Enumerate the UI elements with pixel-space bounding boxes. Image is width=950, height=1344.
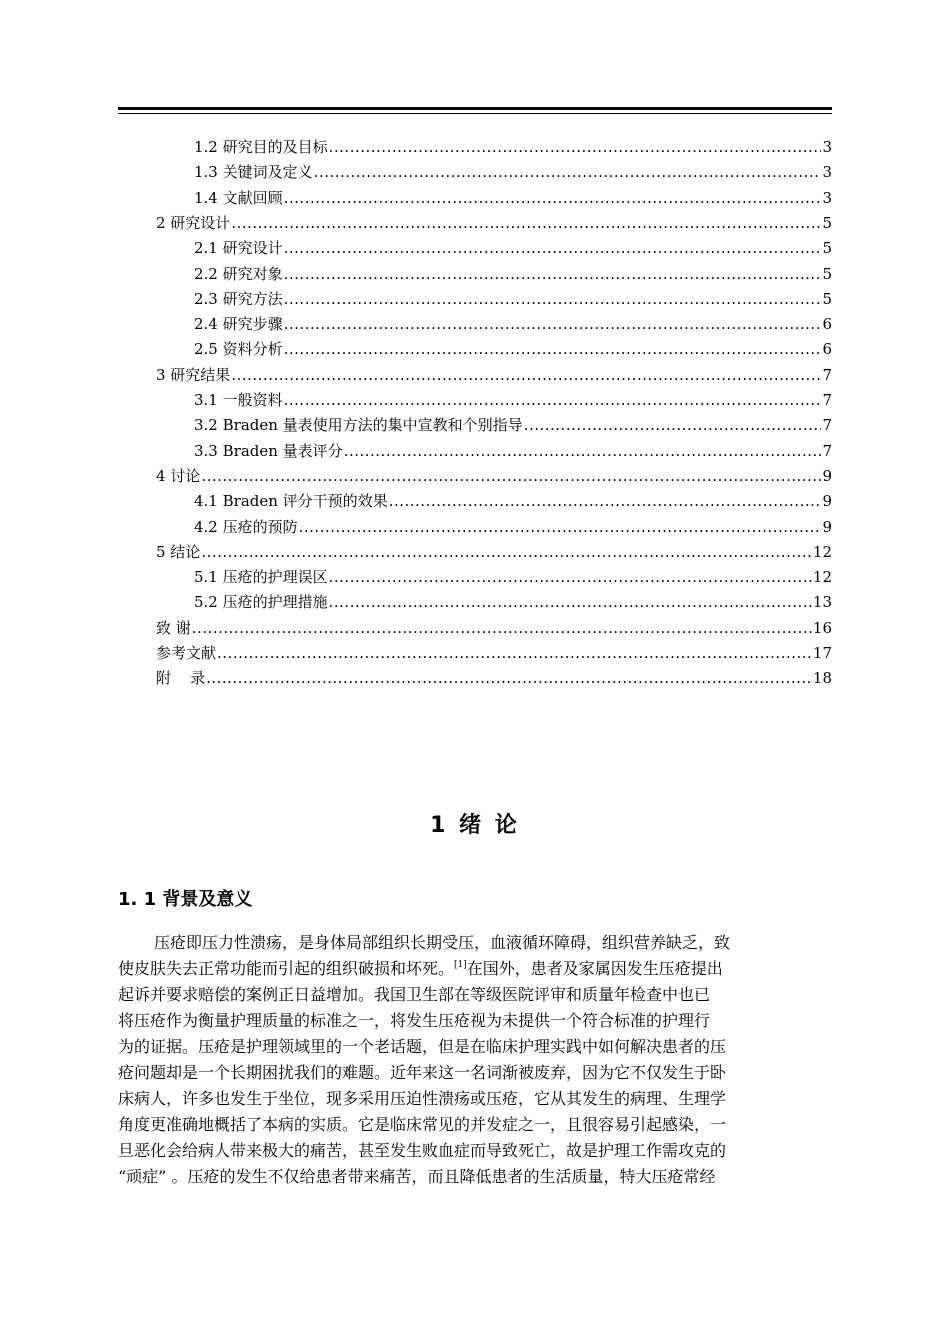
- toc-entry-label: 4.1 Braden 评分干预的效果: [194, 492, 388, 511]
- paragraph-line: 压疮即压力性溃疡，是身体局部组织长期受压，血液循环障碍，组织营养缺乏，致: [154, 933, 731, 952]
- toc-entry-page: 9: [822, 517, 832, 536]
- toc-dot-leader: [217, 641, 812, 666]
- toc-dot-leader: [284, 312, 822, 337]
- paragraph-line: [118, 956, 832, 982]
- toc-dot-leader: [344, 439, 822, 464]
- toc-dot-leader: [201, 464, 821, 489]
- toc-dot-leader: [284, 186, 822, 211]
- toc-entry-label: 4 讨论: [156, 466, 201, 485]
- paragraph-text: 在国外，患者及家属因发生压疮提出: [466, 959, 723, 978]
- toc-entry[interactable]: [194, 312, 832, 337]
- toc-entry-label: 5 结论: [156, 542, 201, 561]
- toc-entry-page: 6: [822, 315, 832, 334]
- paragraph-line: 角度更准确地概括了本病的实质。它是临床常见的并发症之一，且很容易引起感染，一: [118, 1115, 727, 1134]
- toc-entry-label: 3.2 Braden 量表使用方法的集中宣教和个别指导: [194, 416, 523, 435]
- toc-entry-label: 3.1 一般资料: [194, 391, 283, 409]
- toc-entry-page: 17: [812, 644, 832, 662]
- toc-entry-page: 7: [822, 391, 832, 409]
- toc-entry-page: 9: [822, 492, 832, 511]
- toc-entry-label: 1.3 关键词及定义: [194, 163, 313, 182]
- toc-entry-page: 5: [822, 213, 832, 232]
- header-rule-thin: [118, 113, 832, 114]
- toc-entry-page: 3: [822, 138, 832, 156]
- header-rule-thick: [118, 107, 832, 110]
- toc-entry[interactable]: [156, 666, 832, 691]
- toc-dot-leader: [299, 515, 822, 540]
- body-paragraph: [118, 930, 832, 1190]
- toc-dot-leader: [524, 413, 822, 438]
- toc-entry[interactable]: [156, 616, 832, 641]
- toc-entry-label: 2.5 资料分析: [194, 340, 283, 359]
- toc-entry[interactable]: [194, 262, 832, 287]
- toc-entry-page: 3: [822, 163, 832, 182]
- toc-entry-label: 2.3 研究方法: [194, 289, 283, 308]
- toc-entry[interactable]: [194, 439, 832, 464]
- paragraph-line: “顽症” 。压疮的发生不仅给患者带来痛苦，而且降低患者的生活质量，特大压疮常经: [118, 1167, 716, 1186]
- toc-entry[interactable]: [194, 135, 832, 160]
- toc-entry[interactable]: [194, 186, 832, 211]
- toc-entry-page: 12: [812, 568, 832, 587]
- toc-entry-label: 附 录: [156, 669, 206, 688]
- section-heading: 1. 1 背景及意义: [118, 889, 253, 910]
- toc-entry-page: 12: [812, 542, 832, 561]
- paragraph-line: 将压疮作为衡量护理质量的标准之一，将发生压疮视为未提供一个符合标准的护理行: [118, 1011, 711, 1030]
- paragraph-line: 旦恶化会给病人带来极大的痛苦，甚至发生败血症而导致死亡，故是护理工作需攻克的: [118, 1141, 727, 1160]
- toc-dot-leader: [284, 236, 822, 261]
- toc-entry[interactable]: [156, 464, 832, 489]
- toc-dot-leader: [284, 262, 822, 287]
- toc-entry[interactable]: [194, 413, 832, 438]
- toc-entry[interactable]: [156, 363, 832, 388]
- toc-entry-page: 9: [822, 466, 832, 485]
- toc-entry[interactable]: [194, 236, 832, 261]
- toc-entry-page: 7: [822, 416, 832, 435]
- toc-entry[interactable]: [194, 590, 832, 615]
- toc-entry-label: 3 研究结果: [156, 365, 231, 384]
- paragraph-line: 床病人，许多也发生于坐位，现多采用压迫性溃疡或压疮，它从其发生的病理、生理学: [118, 1089, 727, 1108]
- toc-entry-label: 1.4 文献回顾: [194, 188, 283, 207]
- toc-entry-label: 3.3 Braden 量表评分: [194, 441, 343, 460]
- toc-entry-label: 2 研究设计: [156, 213, 231, 232]
- toc-entry-page: 5: [822, 289, 832, 308]
- toc-entry[interactable]: [194, 565, 832, 590]
- toc-entry-page: 5: [822, 264, 832, 283]
- toc-entry-page: 16: [812, 618, 832, 637]
- toc-entry-label: 参考文献: [156, 644, 217, 662]
- toc-entry[interactable]: [156, 540, 832, 565]
- toc-entry-label: 1.2 研究目的及目标: [194, 138, 328, 156]
- toc-dot-leader: [314, 160, 822, 185]
- toc-entry[interactable]: [194, 160, 832, 185]
- toc-entry-label: 2.4 研究步骤: [194, 315, 283, 334]
- toc-entry-page: 3: [822, 188, 832, 207]
- toc-entry-page: 6: [822, 340, 832, 359]
- toc-dot-leader: [284, 337, 822, 362]
- toc-dot-leader: [231, 363, 821, 388]
- toc-entry[interactable]: [194, 489, 832, 514]
- toc-entry-page: 18: [812, 669, 832, 688]
- toc-dot-leader: [206, 666, 812, 691]
- toc-dot-leader: [192, 616, 812, 641]
- paragraph-text: 使皮肤失去正常功能而引起的组织破损和坏死。: [118, 959, 455, 978]
- toc-dot-leader: [329, 565, 812, 590]
- toc-entry-label: 2.2 研究对象: [194, 264, 283, 283]
- paragraph-line: 起诉并要求赔偿的案例正日益增加。我国卫生部在等级医院评审和质量年检查中也已: [118, 985, 711, 1004]
- toc-entry-page: 5: [822, 239, 832, 258]
- paragraph-line: 为的证据。压疮是护理领域里的一个老话题，但是在临床护理实践中如何解决患者的压: [118, 1037, 727, 1056]
- toc-entry-page: 13: [812, 593, 832, 612]
- toc-dot-leader: [329, 590, 812, 615]
- toc-entry-label: 致 谢: [156, 618, 191, 637]
- toc-entry[interactable]: [156, 211, 832, 236]
- toc-entry-label: 5.2 压疮的护理措施: [194, 593, 328, 612]
- toc-dot-leader: [389, 489, 822, 514]
- toc-entry[interactable]: [194, 287, 832, 312]
- toc-entry-label: 4.2 压疮的预防: [194, 517, 298, 536]
- toc-entry-page: 7: [822, 365, 832, 384]
- toc-dot-leader: [284, 287, 822, 312]
- paragraph-line: 疮问题却是一个长期困扰我们的难题。近年来这一名词渐被废弃，因为它不仅发生于卧: [118, 1063, 727, 1082]
- toc-entry[interactable]: [194, 388, 832, 413]
- toc-entry[interactable]: [194, 515, 832, 540]
- chapter-title: 1 绪 论: [430, 813, 520, 838]
- toc-entry-label: 2.1 研究设计: [194, 239, 283, 258]
- toc-entry-page: 7: [822, 441, 832, 460]
- toc-dot-leader: [329, 135, 822, 160]
- toc-dot-leader: [284, 388, 822, 413]
- citation-reference[interactable]: [1]: [454, 960, 467, 970]
- toc-entry-label: 5.1 压疮的护理误区: [194, 568, 328, 587]
- toc-entry[interactable]: [156, 641, 832, 666]
- toc-dot-leader: [201, 540, 812, 565]
- toc-entry[interactable]: [194, 337, 832, 362]
- toc-dot-leader: [231, 211, 821, 236]
